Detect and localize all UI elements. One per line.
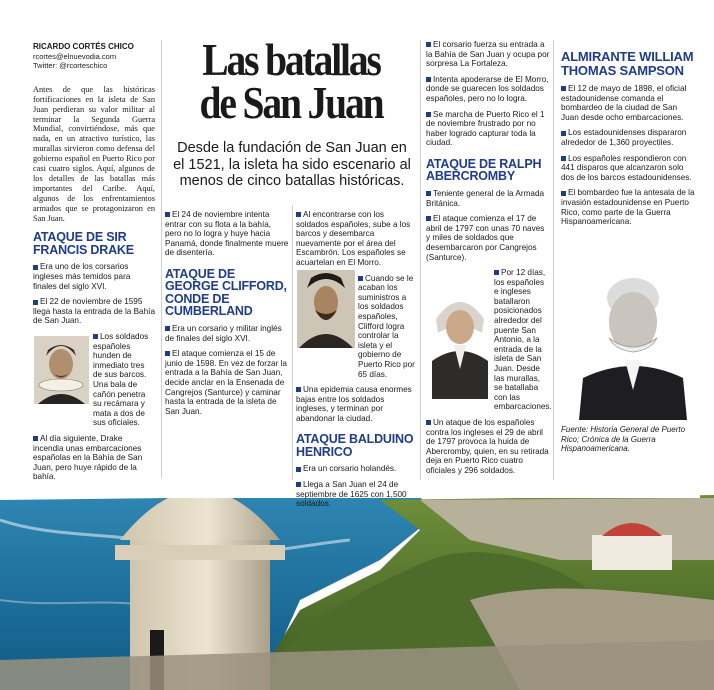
drake-bullet-3: Los soldados españoles hunden de inmediato tres de sus barcos. Una bala de cañón penetra su recámara y mata a dos de sus oficiales.	[33, 332, 155, 428]
balduino-bullet-3: El corsario fuerza su entrada a la Bahía de San Juan y ocupa por sorpresa La Fortaleza.	[426, 40, 550, 69]
drake-bullet-1: Era uno de los corsarios ingleses más temidos para finales del siglo XVI.	[33, 262, 155, 291]
column-divider	[292, 205, 293, 480]
column-divider	[161, 40, 162, 478]
abercromby-heading: ATAQUE DE RALPH ABERCROMBY	[426, 156, 542, 184]
column-divider	[420, 40, 421, 480]
drake-bullet-4: Al día siguiente, Drake incendia unas embarcaciones españolas en la Bahía de San Juan, pero huye rápido de la bahía.	[33, 434, 155, 482]
cumberland-bullet-1: Era un corsario y militar inglés de finales del siglo XVI.	[165, 324, 289, 343]
sampson-heading: ALMIRANTE WILLIAM THOMAS SAMPSON	[561, 49, 694, 78]
source-caption: Fuente: Historia General de Puerto Rico; Crónica de la Guerra Hispanoamericana.	[561, 425, 686, 454]
cumberland-bullet-5: Una epidemia causa enormes bajas entre los soldados ingleses, y terminan por abandonar la ciudad.	[296, 385, 416, 423]
column-divider	[553, 40, 554, 480]
abercromby-bullet-1: Teniente general de la Armada Británica.	[426, 189, 550, 208]
column-5	[561, 40, 695, 233]
main-title	[182, 34, 400, 128]
abercromby-bullet-4: Un ataque de los españoles contra los ingleses el 29 de abril de 1797 provoca la huida de Abercromby, quien, en su retirada deja en Puerto Rico cuatro oficiales y 296 soldados.	[426, 418, 549, 475]
balduino-bullet-2: Llega a San Juan el 24 de septiembre de 1625 con 1,500 soldados.	[296, 480, 416, 509]
author-name: RICARDO CORTÉS CHICO	[33, 42, 134, 51]
balduino-bullet-5: Se marcha de Puerto Rico el 1 de noviembre frustrado por no haber logrado capturar toda la ciudad.	[426, 110, 550, 148]
balduino-bullet-1: Era un corsario holandés.	[296, 464, 416, 474]
sampson-portrait	[573, 270, 693, 420]
col2-bullet-1: El 24 de noviembre intenta entrar con su flota a la bahía, pero no lo logra y huye hacia Panamá, donde finalmente muere de disentería.	[165, 210, 289, 258]
cumberland-bullet-4: Cuando se le acaban los suministros a los soldados españoles, Clifford logra controlar la isleta y el gobierno de Puerto Rico por 65 días.	[296, 274, 416, 380]
column-1	[33, 42, 155, 488]
author-twitter[interactable]: Twitter: @rcorteschico	[33, 61, 108, 71]
cumberland-bullet-2: El ataque comienza el 15 de junio de 1598. En vez de forzar la entrada a la Bahía de San Juan, decide anclar en la Ensenada de Cangrejos (Santurce) y caminar hasta la entrada de la isleta de San Juan.	[165, 349, 289, 416]
title-line-1: Las batallas	[202, 34, 380, 85]
abercromby-bullet-3: Por 12 días, los españoles e ingleses batallaron posicionados alrededor del puente San Antonio, a la entrada de la isleta de San Juan. Desde las murallas, se batallaba con las embarcaciones.	[426, 268, 550, 412]
abercromby-portrait	[428, 289, 492, 399]
title-line-2: de San Juan	[199, 77, 383, 128]
drake-portrait	[34, 336, 89, 404]
sampson-bullet-2: Los estadounidenses dispararon alrededor de 1,360 proyectiles.	[561, 128, 695, 147]
cumberland-bullet-3: Al encontrarse con los soldados españoles, sube a los barcos y desembarca nuevamente por el área del Escambrón. Los españoles se acuartelan en El Morro.	[296, 210, 416, 268]
sampson-bullet-4: El bombardeo fue la antesala de la invasión estadounidense en Puerto Rico, como parte de la Guerra Hispanoamericana.	[561, 188, 695, 227]
sampson-bullet-3: Los españoles respondieron con 441 disparos que alcanzaron solo dos de los barcos estadounidenses.	[561, 154, 695, 183]
balduino-bullet-4: Intenta apoderarse de El Morro, donde se guarecen los soldados españoles, pero no lo logra.	[426, 74, 549, 103]
column-4	[426, 40, 550, 482]
intro-text: Antes de que las históricas fortificaciones en la isleta de San Juan perdieran su valor militar al terminar la Segunda Guerra Mundial, convirtiéndose, más que nada, en un atractivo turístico, las murallas sirvieron como defensa del gobierno español en Puerto Rico por casi cuatro siglos. Aquí, algunos de los detalles de las batallas más importantes del Caribe. Aquí, algunos de los enfrentamientos armados que se protagonizaron en San Juan.	[33, 84, 155, 223]
column-2	[165, 210, 289, 422]
abercromby-bullet-2: El ataque comienza el 17 de abril de 1797 con unas 70 naves y miles de soldados que desembarcaron por Cangrejos (Santurce).	[426, 214, 550, 262]
author-email[interactable]: rcortes@elnuevodia.com	[33, 51, 117, 61]
drake-heading: ATAQUE DE SIR FRANCIS DRAKE	[33, 230, 134, 257]
cumberland-heading: ATAQUE DE GEORGE CLIFFORD, CONDE DE CUMBERLAND	[165, 266, 287, 319]
cumberland-portrait	[297, 270, 355, 348]
sampson-bullet-1: El 12 de mayo de 1898, el oficial estadounidense comanda el bombardeo de la ciudad de San Juan desde ocho embarcaciones.	[561, 84, 695, 122]
subtitle: Desde la fundación de San Juan en el 1521, la isleta ha sido escenario al menos de cinco batallas históricas.	[173, 140, 411, 189]
balduino-heading: ATAQUE BALDUINO HENRICO	[296, 432, 414, 459]
drake-bullet-2: El 22 de noviembre de 1595 llega hasta la entrada de la Bahía de San Juan.	[33, 297, 155, 326]
column-3	[296, 210, 416, 515]
